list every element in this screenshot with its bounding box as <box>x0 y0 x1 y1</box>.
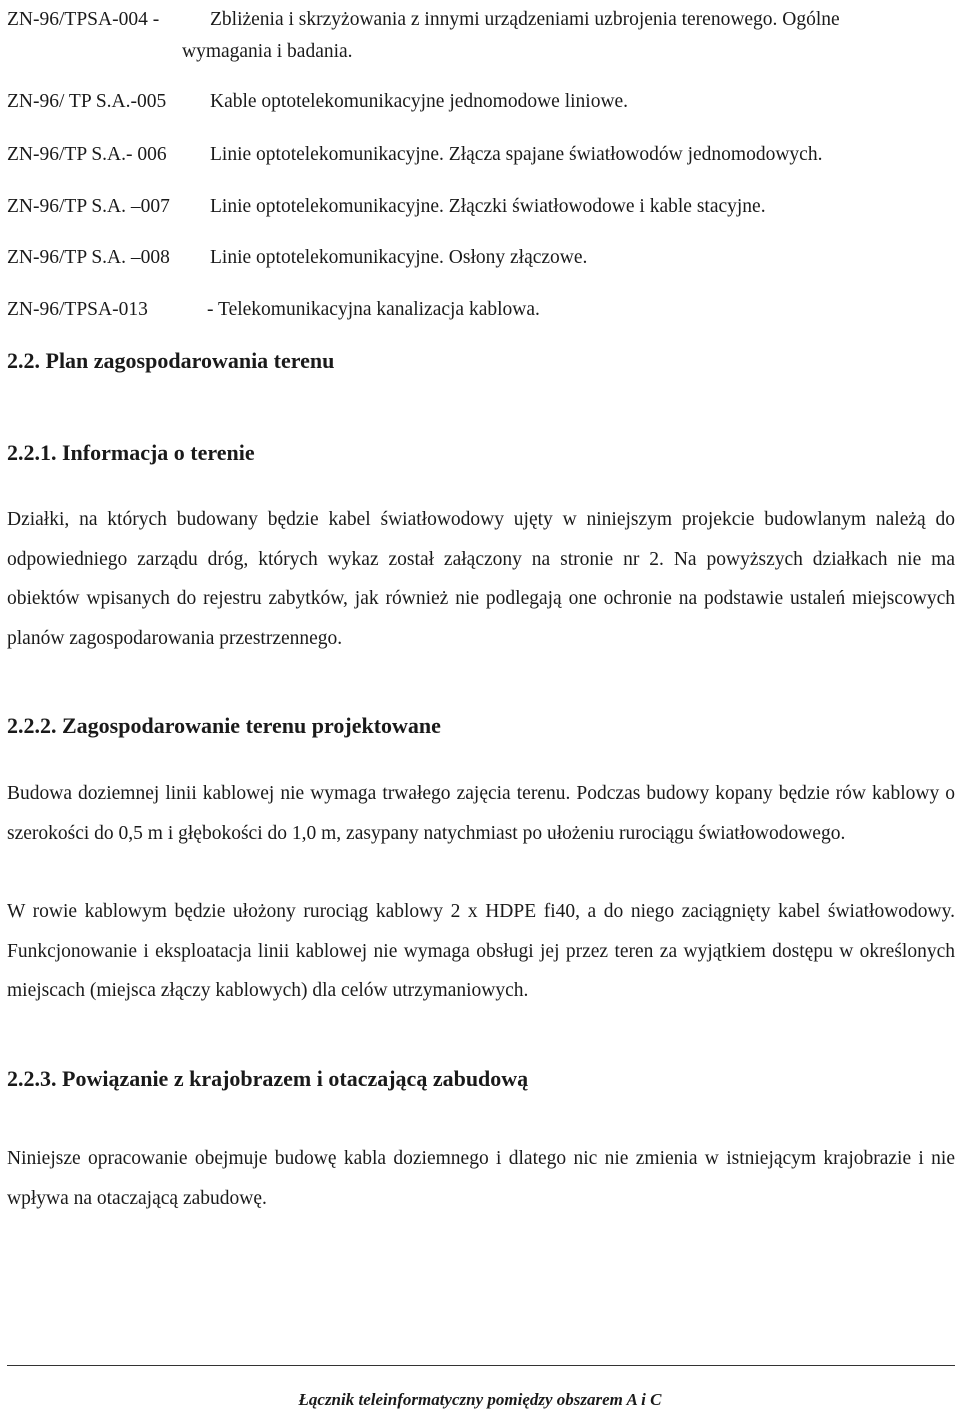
section-heading-2-2-3: 2.2.3. Powiązanie z krajobrazem i otaczającą zabudową <box>7 1066 529 1091</box>
standard-description: Linie optotelekomunikacyjne. Złącza spajane światłowodów jednomodowych. <box>210 144 823 165</box>
paragraph: W rowie kablowym będzie ułożony rurociąg kablowy 2 x HDPE fi40, a do niego zaciągnięty kabel światłowodowy. Funkcjonowanie i eksploatacja linii kablowej nie wymaga obsługi jej przez teren za wyjątkiem dostępu w określonych miejscach (miejsca złączy kablowych) dla celów utrzymaniowych. <box>7 901 955 1001</box>
standard-code: ZN-96/TP S.A. –007 <box>7 196 170 217</box>
standard-description: - Telekomunikacyjna kanalizacja kablowa. <box>207 299 540 320</box>
standard-code: ZN-96/TPSA-013 <box>7 299 148 320</box>
standard-description: Linie optotelekomunikacyjne. Złączki światłowodowe i kable stacyjne. <box>210 196 766 217</box>
standard-code: ZN-96/TP S.A.- 006 <box>7 144 167 165</box>
paragraph: Niniejsze opracowanie obejmuje budowę kabla doziemnego i dlatego nic nie zmienia w istniejącym krajobrazie i nie wpływa na otaczającą zabudowę. <box>7 1148 955 1209</box>
footer-divider <box>7 1365 955 1366</box>
standard-description: Linie optotelekomunikacyjne. Osłony złączowe. <box>210 247 588 268</box>
section-heading-2-2: 2.2. Plan zagospodarowania terenu <box>7 348 335 373</box>
standard-code: ZN-96/TP S.A. –008 <box>7 247 170 268</box>
standard-code: ZN-96/TPSA-004 - <box>7 9 160 30</box>
standard-code: ZN-96/ TP S.A.-005 <box>7 91 167 112</box>
section-heading-2-2-1: 2.2.1. Informacja o terenie <box>7 440 255 465</box>
standard-description: Zbliżenia i skrzyżowania z innymi urządzeniami uzbrojenia terenowego. Ogólne <box>210 9 840 30</box>
standard-description-continued: wymagania i badania. <box>182 41 353 62</box>
paragraph: Budowa doziemnej linii kablowej nie wymaga trwałego zajęcia terenu. Podczas budowy kopany będzie rów kablowy o szerokości do 0,5 m i głębokości do 1,0 m, zasypany natychmiast po ułożeniu rurociągu światłowodowego. <box>7 783 955 844</box>
paragraph: Działki, na których budowany będzie kabel światłowodowy ujęty w niniejszym projekcie budowlanym należą do odpowiedniego zarządu dróg, których wykaz został załączony na stronie nr 2. Na powyższych działkach nie ma obiektów wpisanych do rejestru zabytków, jak również nie podlegają one ochronie na podstawie ustaleń miejscowych planów zagospodarowania przestrzennego. <box>7 509 955 649</box>
section-heading-2-2-2: 2.2.2. Zagospodarowanie terenu projektowane <box>7 713 441 738</box>
standard-description: Kable optotelekomunikacyjne jednomodowe liniowe. <box>210 91 629 112</box>
page-footer: Łącznik teleinformatyczny pomiędzy obszarem A i C <box>298 1390 662 1409</box>
